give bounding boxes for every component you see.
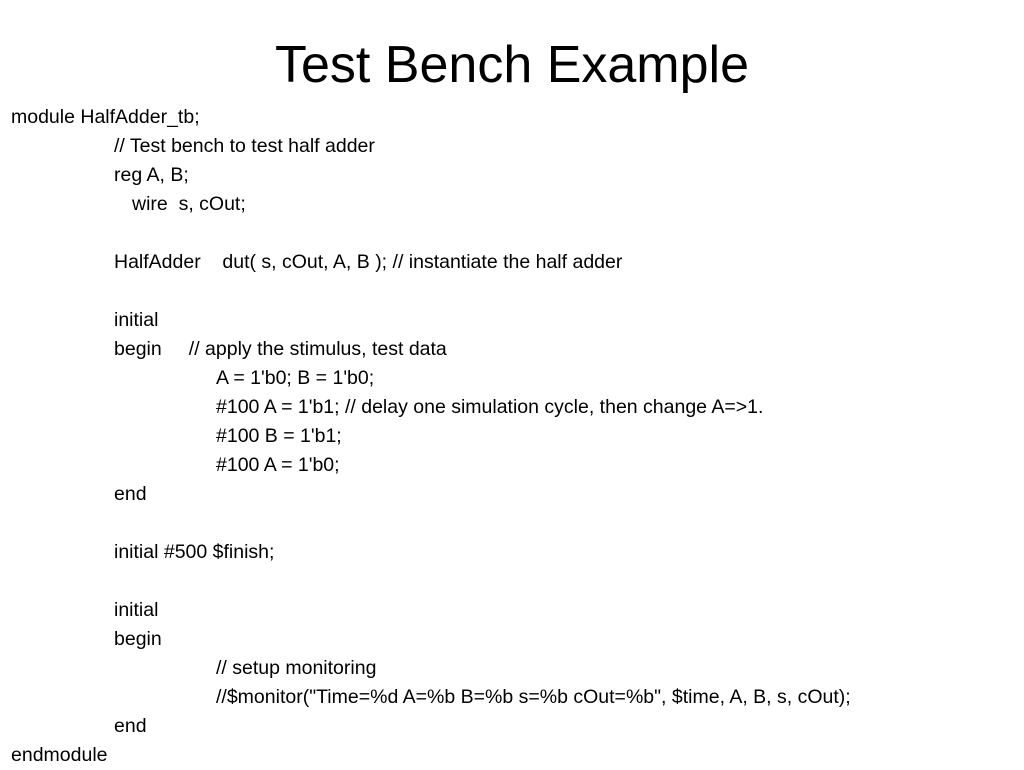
code-line: #100 A = 1'b0;: [216, 454, 340, 476]
code-line: reg A, B;: [114, 164, 189, 186]
code-line: A = 1'b0; B = 1'b0;: [216, 367, 375, 389]
code-line: [11, 277, 1019, 306]
code-line: //$monitor("Time=%d A=%b B=%b s=%b cOut=%b", $time, A, B, s, cOut);: [216, 686, 851, 708]
code-line: begin: [114, 628, 162, 650]
code-line: HalfAdder dut( s, cOut, A, B ); // instantiate the half adder: [114, 251, 623, 273]
code-line: wire s, cOut;: [132, 193, 246, 215]
code-line: [11, 509, 1019, 538]
code-line: end: [114, 715, 147, 737]
code-line: // setup monitoring: [216, 657, 377, 679]
code-block: [11, 103, 1019, 770]
code-line: begin // apply the stimulus, test data: [114, 338, 447, 360]
code-line: endmodule: [11, 744, 108, 766]
code-line: initial #500 $finish;: [114, 541, 275, 563]
code-line: #100 B = 1'b1;: [216, 425, 342, 447]
code-line: // Test bench to test half adder: [114, 135, 375, 157]
code-line: [11, 219, 1019, 248]
slide-title: Test Bench Example: [274, 36, 750, 94]
code-line: initial: [114, 309, 159, 331]
code-line: [11, 567, 1019, 596]
code-line: module HalfAdder_tb;: [11, 106, 200, 128]
code-line: initial: [114, 599, 159, 621]
code-line: #100 A = 1'b1; // delay one simulation cycle, then change A=>1.: [216, 396, 764, 418]
code-line: end: [114, 483, 147, 505]
